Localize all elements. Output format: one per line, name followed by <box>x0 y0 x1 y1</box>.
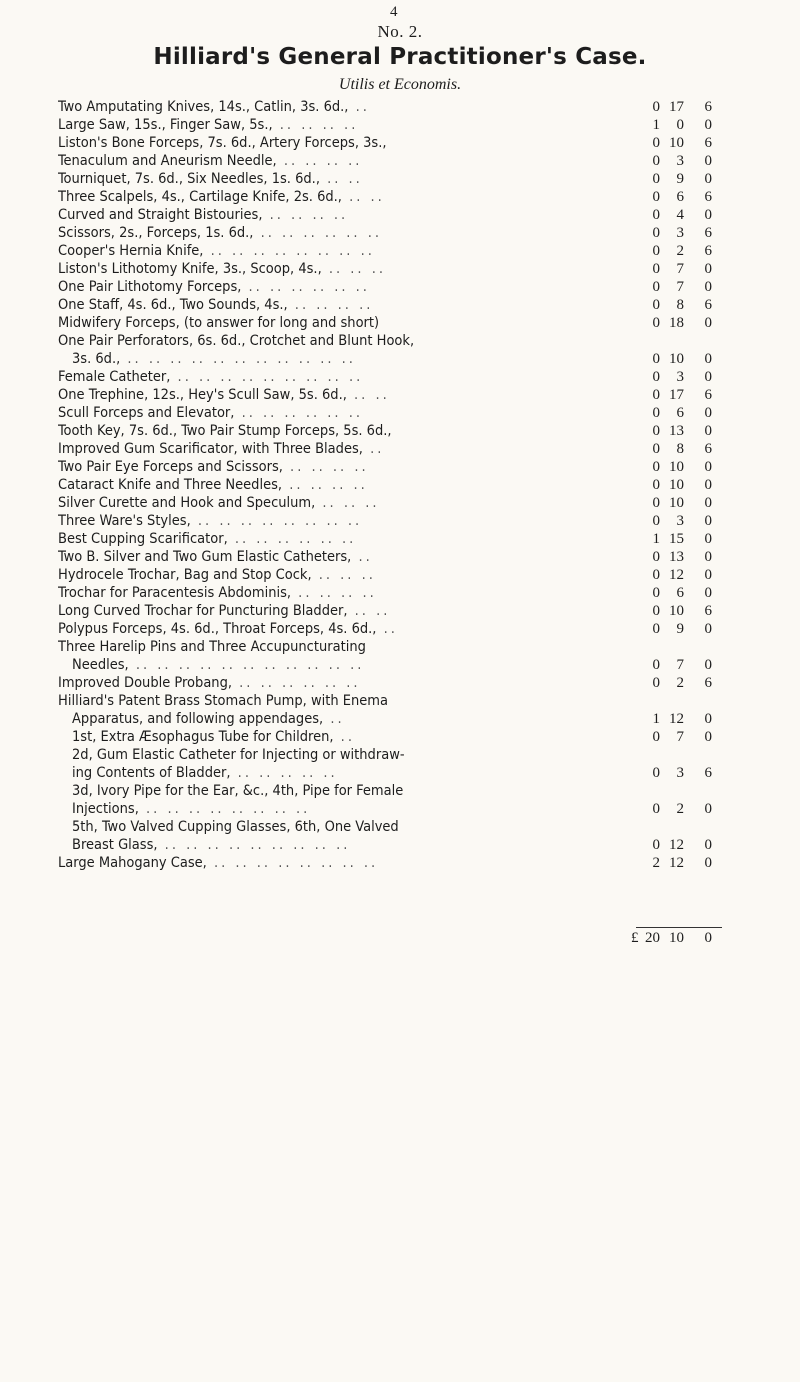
item-shillings: 3 <box>676 225 684 241</box>
item-text: Tenaculum and Aneurism Needle, <box>58 153 277 169</box>
item-shillings: 12 <box>669 837 684 853</box>
item-pence: 6 <box>704 225 712 241</box>
item-leader: .. .. <box>341 189 385 205</box>
list-item <box>0 728 800 746</box>
item-pence: 0 <box>704 855 712 871</box>
item-leader: .. .. .. .. .. .. .. .. .. .. .. <box>120 351 356 367</box>
item-shillings: 17 <box>669 387 684 403</box>
item-pence: 6 <box>704 135 712 151</box>
list-item <box>0 260 800 278</box>
item-pence: 6 <box>704 387 712 403</box>
list-item <box>0 674 800 692</box>
item-pounds: 0 <box>652 351 660 367</box>
list-item <box>0 656 800 674</box>
item-text: Cooper's Hernia Knife, <box>58 243 204 259</box>
item-pence: 6 <box>704 441 712 457</box>
motto: Utilis et Economis. <box>338 76 462 93</box>
item-pence: 6 <box>704 189 712 205</box>
item-description <box>58 494 632 512</box>
item-pence: 0 <box>704 837 712 853</box>
item-pounds: 0 <box>652 297 660 313</box>
item-pounds: 1 <box>652 711 660 727</box>
item-pence: 6 <box>704 603 712 619</box>
item-text: Polypus Forceps, 4s. 6d., Throat Forceps, 4s. 6d., <box>58 621 377 637</box>
item-description <box>58 170 632 188</box>
item-pounds: 0 <box>652 495 660 511</box>
item-text: Tourniquet, 7s. 6d., Six Needles, 1s. 6d., <box>58 171 320 187</box>
list-item <box>0 242 800 260</box>
item-text: Scull Forceps and Elevator, <box>58 405 235 421</box>
item-leader: .. .. .. .. .. .. .. .. <box>206 855 379 871</box>
item-description <box>58 386 632 404</box>
item-shillings: 10 <box>669 603 684 619</box>
item-text: Tooth Key, 7s. 6d., Two Pair Stump Forceps, 5s. 6d., <box>58 423 392 439</box>
item-leader: .. .. .. .. .. .. .. .. .. <box>157 837 351 853</box>
item-leader: .. .. .. .. .. .. <box>232 675 361 691</box>
item-description <box>72 836 632 854</box>
item-shillings: 13 <box>669 423 684 439</box>
item-text: Midwifery Forceps, (to answer for long and short) <box>58 315 380 331</box>
item-description <box>58 476 632 494</box>
list-item <box>0 332 800 350</box>
list-item <box>0 224 800 242</box>
item-text: Large Mahogany Case, <box>58 855 207 871</box>
total-currency: £ <box>631 930 639 946</box>
item-description <box>72 782 632 800</box>
item-pence: 0 <box>704 153 712 169</box>
item-shillings: 7 <box>676 729 684 745</box>
item-text: Curved and Straight Bistouries, <box>58 207 263 223</box>
item-shillings: 3 <box>676 513 684 529</box>
item-pounds: 0 <box>652 801 660 817</box>
item-text: 1st, Extra Æsophagus Tube for Children, <box>72 729 334 745</box>
item-shillings: 8 <box>676 441 684 457</box>
list-item <box>0 602 800 620</box>
list-item <box>0 638 800 656</box>
item-text: Injections, <box>72 801 139 817</box>
item-description <box>58 278 632 296</box>
item-leader: .. <box>333 729 355 745</box>
item-pounds: 0 <box>652 207 660 223</box>
item-pence: 0 <box>704 549 712 565</box>
item-shillings: 6 <box>676 189 684 205</box>
item-pence: 0 <box>704 423 712 439</box>
item-shillings: 3 <box>676 765 684 781</box>
item-pounds: 0 <box>652 423 660 439</box>
item-pence: 0 <box>704 261 712 277</box>
list-item <box>0 710 800 728</box>
item-description <box>58 224 632 242</box>
item-text: Two Pair Eye Forceps and Scissors, <box>58 459 283 475</box>
list-item <box>0 368 800 386</box>
list-item <box>0 296 800 314</box>
list-item <box>0 836 800 854</box>
item-text: Breast Glass, <box>72 837 158 853</box>
item-text: Needles, <box>72 657 129 673</box>
item-description <box>72 710 632 728</box>
item-text: One Pair Lithotomy Forceps, <box>58 279 242 295</box>
total-shillings: 10 <box>669 930 684 946</box>
item-shillings: 7 <box>676 279 684 295</box>
list-item <box>0 278 800 296</box>
item-shillings: 12 <box>669 567 684 583</box>
item-pence: 0 <box>704 729 712 745</box>
item-text: Apparatus, and following appendages, <box>72 711 324 727</box>
item-leader: .. .. .. .. .. .. <box>227 531 357 547</box>
list-item <box>0 746 800 764</box>
item-text: 2d, Gum Elastic Catheter for Injecting or withdraw- <box>72 747 405 763</box>
list-item <box>0 350 800 368</box>
item-leader: .. .. .. .. <box>291 585 377 601</box>
item-leader: .. <box>348 99 370 115</box>
item-shillings: 6 <box>676 585 684 601</box>
item-pence: 0 <box>704 531 712 547</box>
item-description <box>58 512 632 530</box>
item-pounds: 1 <box>652 531 660 547</box>
item-description <box>58 98 632 116</box>
item-description <box>72 818 632 836</box>
item-shillings: 0 <box>676 117 684 133</box>
item-leader: .. .. .. .. .. <box>230 765 338 781</box>
item-text: Three Scalpels, 4s., Cartilage Knife, 2s. 6d., <box>58 189 342 205</box>
item-pence: 0 <box>704 621 712 637</box>
item-shillings: 12 <box>669 855 684 871</box>
item-leader: .. .. .. <box>311 567 376 583</box>
item-leader: .. .. .. .. <box>272 117 359 133</box>
item-shillings: 12 <box>669 711 684 727</box>
item-pounds: 0 <box>652 279 660 295</box>
item-text: Long Curved Trochar for Puncturing Bladder, <box>58 603 348 619</box>
item-shillings: 2 <box>676 801 684 817</box>
item-leader: .. .. .. .. .. .. .. .. <box>190 513 363 529</box>
item-pounds: 0 <box>652 585 660 601</box>
item-shillings: 17 <box>669 99 684 115</box>
list-item <box>0 692 800 710</box>
item-text: Liston's Lithotomy Knife, 3s., Scoop, 4s., <box>58 261 322 277</box>
item-shillings: 7 <box>676 261 684 277</box>
item-pounds: 0 <box>652 765 660 781</box>
item-shillings: 10 <box>669 459 684 475</box>
item-text: 3s. 6d., <box>72 351 121 367</box>
item-description <box>58 440 632 458</box>
item-shillings: 2 <box>676 243 684 259</box>
item-leader: .. .. .. .. .. .. <box>234 405 363 421</box>
item-pence: 0 <box>704 351 712 367</box>
item-pounds: 2 <box>652 855 660 871</box>
list-item <box>0 476 800 494</box>
item-text: One Staff, 4s. 6d., Two Sounds, 4s., <box>58 297 288 313</box>
list-item <box>0 188 800 206</box>
item-pounds: 0 <box>652 243 660 259</box>
item-pounds: 0 <box>652 603 660 619</box>
item-description <box>72 764 632 782</box>
item-description <box>58 332 632 350</box>
total-pounds: 20 <box>645 930 660 946</box>
item-leader: .. .. .. .. <box>282 459 369 475</box>
item-text: Scissors, 2s., Forceps, 1s. 6d., <box>58 225 254 241</box>
item-pounds: 0 <box>652 387 660 403</box>
item-pence: 0 <box>704 405 712 421</box>
total-pence: 0 <box>704 930 712 946</box>
item-description <box>58 188 632 206</box>
item-pounds: 1 <box>652 117 660 133</box>
item-text: 3d, Ivory Pipe for the Ear, &c., 4th, Pipe for Female <box>72 783 404 799</box>
item-leader: .. <box>376 621 398 637</box>
list-item <box>0 854 800 872</box>
item-text: Hilliard's Patent Brass Stomach Pump, with Enema <box>58 693 389 709</box>
item-shillings: 13 <box>669 549 684 565</box>
item-text: Silver Curette and Hook and Speculum, <box>58 495 316 511</box>
list-item <box>0 206 800 224</box>
item-pence: 6 <box>704 243 712 259</box>
item-shillings: 4 <box>676 207 684 223</box>
list-item <box>0 818 800 836</box>
item-pounds: 0 <box>652 621 660 637</box>
item-pounds: 0 <box>652 513 660 529</box>
item-leader: .. .. <box>347 603 391 619</box>
item-shillings: 10 <box>669 135 684 151</box>
list-item <box>0 494 800 512</box>
item-description <box>72 746 632 764</box>
item-pence: 0 <box>704 711 712 727</box>
item-description <box>58 548 632 566</box>
item-pence: 0 <box>704 117 712 133</box>
item-description <box>58 404 632 422</box>
item-shillings: 8 <box>676 297 684 313</box>
item-shillings: 2 <box>676 675 684 691</box>
item-shillings: 10 <box>669 351 684 367</box>
total-rule <box>636 927 722 928</box>
item-leader: .. .. .. .. <box>287 297 374 313</box>
price-list <box>0 98 800 872</box>
item-text: One Trephine, 12s., Hey's Scull Saw, 5s. 6d., <box>58 387 347 403</box>
item-pounds: 0 <box>652 261 660 277</box>
item-leader: .. .. .. .. <box>262 207 349 223</box>
item-text: ing Contents of Bladder, <box>72 765 231 781</box>
item-description <box>58 854 632 872</box>
item-leader: .. <box>323 711 345 727</box>
item-pounds: 0 <box>652 315 660 331</box>
list-item <box>0 386 800 404</box>
item-description <box>58 368 632 386</box>
item-description <box>58 314 632 332</box>
item-pounds: 0 <box>652 675 660 691</box>
item-text: Improved Gum Scarificator, with Three Blades, <box>58 441 363 457</box>
item-leader: .. .. .. .. <box>276 153 363 169</box>
item-description <box>58 620 632 638</box>
list-item <box>0 152 800 170</box>
page-number: 4 <box>390 4 398 20</box>
item-pounds: 0 <box>652 153 660 169</box>
list-item <box>0 440 800 458</box>
item-pounds: 0 <box>652 729 660 745</box>
item-description <box>58 242 632 260</box>
item-pence: 0 <box>704 801 712 817</box>
item-description <box>72 350 632 368</box>
item-pounds: 0 <box>652 441 660 457</box>
item-pence: 0 <box>704 585 712 601</box>
item-pence: 0 <box>704 477 712 493</box>
item-text: Improved Double Probang, <box>58 675 233 691</box>
item-shillings: 10 <box>669 495 684 511</box>
item-description <box>58 674 632 692</box>
list-item <box>0 98 800 116</box>
item-pounds: 0 <box>652 405 660 421</box>
item-description <box>58 602 632 620</box>
item-pounds: 0 <box>652 477 660 493</box>
item-shillings: 3 <box>676 153 684 169</box>
item-text: Female Catheter, <box>58 369 171 385</box>
item-shillings: 10 <box>669 477 684 493</box>
item-pounds: 0 <box>652 549 660 565</box>
item-text: Large Saw, 15s., Finger Saw, 5s., <box>58 117 273 133</box>
item-pounds: 0 <box>652 837 660 853</box>
list-item <box>0 530 800 548</box>
item-description <box>58 296 632 314</box>
case-number: No. 2. <box>377 22 423 41</box>
item-description <box>58 152 632 170</box>
item-leader: .. .. .. .. .. .. .. .. .. .. .. <box>128 657 365 673</box>
item-leader: .. .. .. .. .. .. .. .. .. <box>170 369 364 385</box>
item-description <box>58 584 632 602</box>
list-item <box>0 134 800 152</box>
item-description <box>58 638 632 656</box>
item-leader: .. <box>362 441 385 457</box>
item-pounds: 0 <box>652 369 660 385</box>
list-item <box>0 782 800 800</box>
item-shillings: 15 <box>669 531 684 547</box>
item-description <box>58 458 632 476</box>
list-item <box>0 116 800 134</box>
item-description <box>58 116 632 134</box>
item-pence: 0 <box>704 207 712 223</box>
item-shillings: 6 <box>676 405 684 421</box>
list-item <box>0 764 800 782</box>
list-item <box>0 404 800 422</box>
item-leader: .. .. .. .. .. .. <box>253 225 382 241</box>
item-leader: .. .. .. .. .. .. .. .. <box>203 243 375 259</box>
item-pounds: 0 <box>652 567 660 583</box>
list-item <box>0 548 800 566</box>
item-leader: .. .. .. .. .. .. <box>241 279 370 295</box>
item-pence: 0 <box>704 567 712 583</box>
item-description <box>58 206 632 224</box>
item-text: Best Cupping Scarificator, <box>58 531 228 547</box>
item-leader: .. .. .. .. <box>282 477 368 493</box>
item-pounds: 0 <box>652 459 660 475</box>
item-text: Cataract Knife and Three Needles, <box>58 477 283 493</box>
item-text: Hydrocele Trochar, Bag and Stop Cock, <box>58 567 312 583</box>
total-row <box>0 930 800 950</box>
item-text: Two Amputating Knives, 14s., Catlin, 3s. 6d., <box>58 99 349 115</box>
item-text: Two B. Silver and Two Gum Elastic Catheters, <box>58 549 352 565</box>
item-text: One Pair Perforators, 6s. 6d., Crotchet and Blunt Hook, <box>58 333 415 349</box>
item-pence: 0 <box>704 171 712 187</box>
item-leader: .. .. .. <box>315 495 380 511</box>
item-shillings: 3 <box>676 369 684 385</box>
item-text: Three Harelip Pins and Three Accupuncturating <box>58 639 366 655</box>
item-shillings: 9 <box>676 171 684 187</box>
item-leader: .. .. <box>346 387 390 403</box>
item-leader: .. .. <box>319 171 363 187</box>
item-pounds: 0 <box>652 99 660 115</box>
item-pence: 6 <box>704 765 712 781</box>
item-text: Three Ware's Styles, <box>58 513 191 529</box>
list-item <box>0 584 800 602</box>
item-description <box>58 134 632 152</box>
item-shillings: 9 <box>676 621 684 637</box>
item-pence: 0 <box>704 513 712 529</box>
item-leader: .. .. .. <box>321 261 386 277</box>
item-pounds: 0 <box>652 189 660 205</box>
item-pounds: 0 <box>652 657 660 673</box>
item-description <box>58 566 632 584</box>
list-item <box>0 314 800 332</box>
item-pence: 0 <box>704 459 712 475</box>
list-item <box>0 512 800 530</box>
item-pounds: 0 <box>652 135 660 151</box>
list-item <box>0 566 800 584</box>
item-shillings: 7 <box>676 657 684 673</box>
item-pence: 0 <box>704 315 712 331</box>
item-pence: 0 <box>704 657 712 673</box>
list-item <box>0 800 800 818</box>
item-pence: 6 <box>704 99 712 115</box>
list-item <box>0 458 800 476</box>
item-pence: 0 <box>704 279 712 295</box>
list-item <box>0 620 800 638</box>
item-description <box>58 422 632 440</box>
list-item <box>0 422 800 440</box>
item-description <box>58 692 632 710</box>
item-pence: 6 <box>704 675 712 691</box>
item-text: 5th, Two Valved Cupping Glasses, 6th, One Valved <box>72 819 399 835</box>
item-leader: .. <box>351 549 373 565</box>
item-description <box>58 260 632 278</box>
list-item <box>0 170 800 188</box>
item-pence: 0 <box>704 369 712 385</box>
item-description <box>72 800 632 818</box>
item-pounds: 0 <box>652 171 660 187</box>
page-title: Hilliard's General Practitioner's Case. <box>153 44 647 70</box>
item-description <box>58 530 632 548</box>
item-pounds: 0 <box>652 225 660 241</box>
item-text: Liston's Bone Forceps, 7s. 6d., Artery Forceps, 3s., <box>58 135 387 151</box>
item-description <box>72 656 632 674</box>
item-pence: 0 <box>704 495 712 511</box>
item-pence: 6 <box>704 297 712 313</box>
item-text: Trochar for Paracentesis Abdominis, <box>58 585 292 601</box>
item-leader: .. .. .. .. .. .. .. .. <box>138 801 311 817</box>
item-shillings: 18 <box>669 315 684 331</box>
item-description <box>72 728 632 746</box>
